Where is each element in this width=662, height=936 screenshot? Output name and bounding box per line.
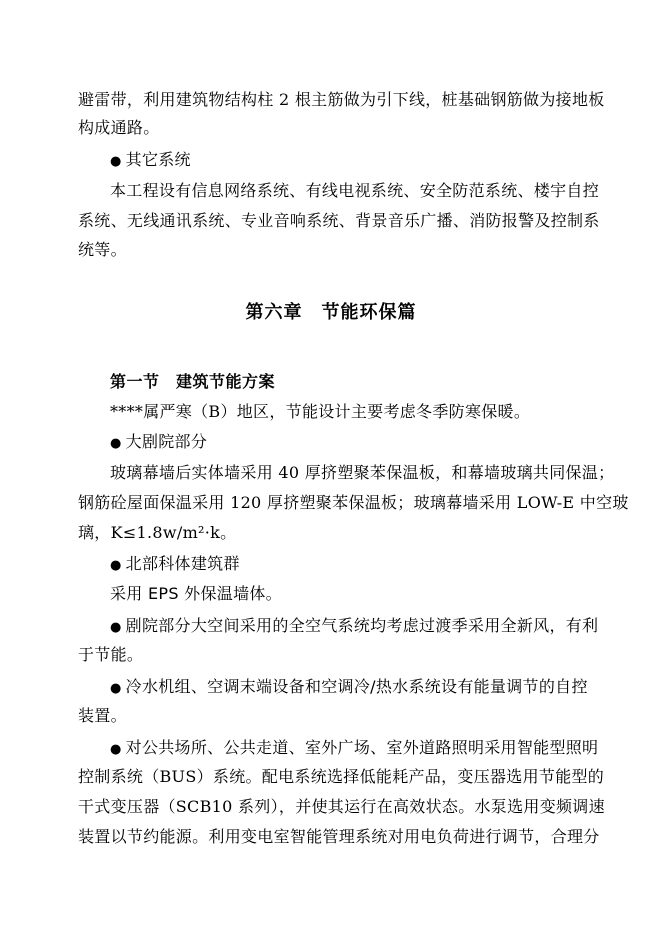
bullet-label: 其它系统 xyxy=(125,150,191,169)
paragraph-line: 钢筋砼屋面保温采用 120 厚挤塑聚苯保温板；玻璃幕墙采用 LOW-E 中空玻 xyxy=(78,493,629,512)
bullet-icon: ● xyxy=(110,742,122,757)
paragraph-line: 装置以节约能源。利用变电室智能管理系统对用电负荷进行调节，合理分 xyxy=(78,827,600,846)
paragraph-line: 采用 EPS 外保温墙体。 xyxy=(110,584,282,603)
bullet-text: 对公共场所、公共走道、室外广场、室外道路照明采用智能型照明 xyxy=(125,738,599,757)
bullet-item xyxy=(110,738,598,760)
bullet-item xyxy=(110,677,588,699)
bullet-label: 北部科体建筑群 xyxy=(125,554,240,573)
bullet-icon: ● xyxy=(110,620,122,635)
paragraph-line: 统等。 xyxy=(78,240,127,259)
bullet-label: 大剧院部分 xyxy=(125,432,208,451)
paragraph-line: 璃，K≤1.8w/m²·k。 xyxy=(78,523,237,542)
bullet-icon: ● xyxy=(110,436,122,451)
bullet-text: 剧院部分大空间采用的全空气系统均考虑过渡季采用全新风，有利 xyxy=(125,616,599,635)
bullet-item xyxy=(110,432,207,454)
paragraph-line: ****属严寒（B）地区，节能设计主要考虑冬季防寒保暖。 xyxy=(110,402,531,421)
paragraph-line: 于节能。 xyxy=(78,645,144,664)
paragraph-line: 装置。 xyxy=(78,706,127,725)
chapter-title: 第六章 节能环保篇 xyxy=(245,302,417,323)
bullet-text: 冷水机组、空调末端设备和空调冷/热水系统设有能量调节的自控 xyxy=(125,677,588,696)
paragraph-line: 系统、无线通讯系统、专业音响系统、背景音乐广播、消防报警及控制系 xyxy=(78,211,600,230)
bullet-icon: ● xyxy=(110,681,122,696)
paragraph-line: 构成通路。 xyxy=(78,118,160,137)
bullet-item xyxy=(110,554,240,576)
paragraph-line: 干式变压器（SCB10 系列），并使其运行在高效状态。水泵选用变频调速 xyxy=(78,797,605,816)
paragraph-line: 玻璃幕墙后实体墙采用 40 厚挤塑聚苯保温板，和幕墙玻璃共同保温； xyxy=(110,463,615,482)
bullet-item xyxy=(110,150,191,172)
bullet-icon: ● xyxy=(110,154,122,169)
paragraph-line: 避雷带，利用建筑物结构柱 2 根主筋做为引下线，桩基础钢筋做为接地板 xyxy=(78,90,605,109)
paragraph-line: 控制系统（BUS）系统。配电系统选择低能耗产品，变压器选用节能型的 xyxy=(78,767,605,786)
bullet-icon: ● xyxy=(110,558,122,573)
section-title: 第一节 建筑节能方案 xyxy=(110,372,276,391)
bullet-item xyxy=(110,616,598,638)
paragraph-line: 本工程设有信息网络系统、有线电视系统、安全防范系统、楼宇自控 xyxy=(110,181,600,200)
